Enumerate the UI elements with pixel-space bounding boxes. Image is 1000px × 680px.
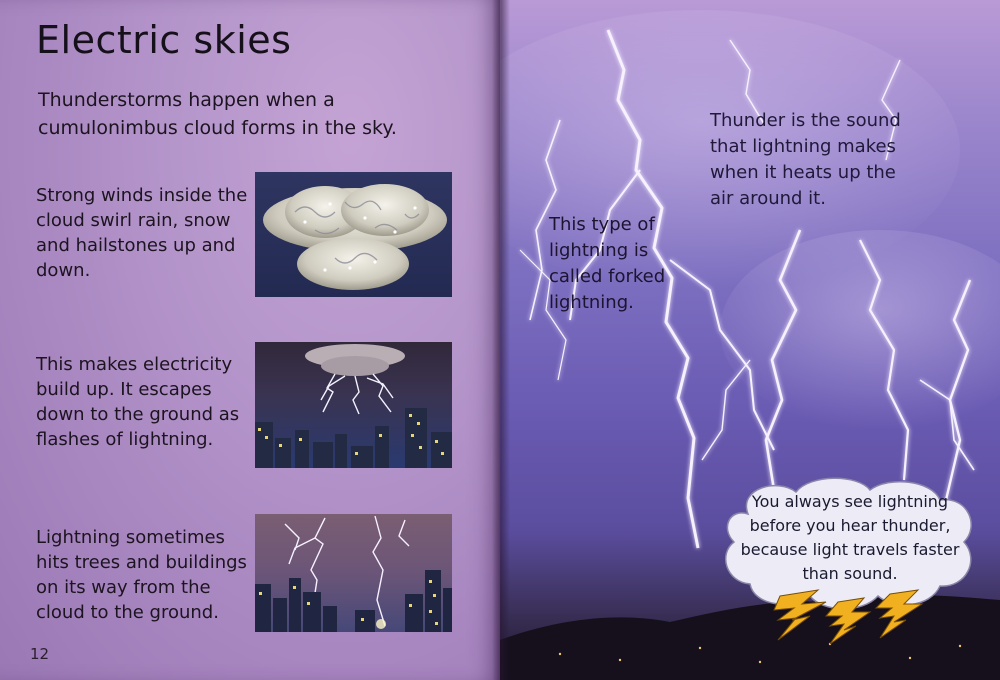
fact-bubble <box>718 474 980 610</box>
paragraph-winds: Strong winds inside the cloud swirl rain, snow and hailstones up and down. <box>36 185 248 281</box>
page-number: 12 <box>30 645 50 663</box>
intro-text: Thunderstorms happen when a cumulonimbus cloud forms in the sky. <box>38 89 397 139</box>
right-page <box>500 0 1000 680</box>
caption-thunder: Thunder is the sound that lightning makes when it heats up the air around it. <box>710 110 901 209</box>
illustration-lightning-strikes <box>255 514 452 632</box>
caption-forked-lightning: This type of lightning is called forked lightning. <box>549 214 666 313</box>
paragraph-lightning-hits: Lightning sometimes hits trees and buildings on its way from the cloud to the ground. <box>36 527 247 623</box>
fact-bubble-text: You always see lightning before you hear thunder, because light travels faster than sound. <box>740 492 960 583</box>
paragraph-electricity: This makes electricity build up. It escapes down to the ground as flashes of lightning. <box>36 354 240 450</box>
illustration-storm-cloud <box>255 172 452 297</box>
page-title: Electric skies <box>36 18 292 62</box>
illustration-lightning-city <box>255 342 452 468</box>
lightning-bolt-icon <box>718 586 980 646</box>
